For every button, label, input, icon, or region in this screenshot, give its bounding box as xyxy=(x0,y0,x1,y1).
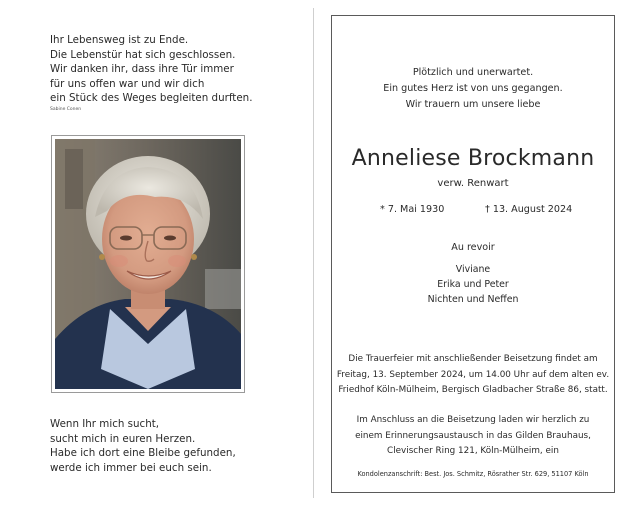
reception-line: Im Anschluss an die Beisetzung laden wir herzlich zu xyxy=(356,415,590,425)
farewell-text: Au revoir xyxy=(451,242,495,253)
birth-date: * 7. Mai 1930 xyxy=(380,204,445,215)
poem-line: ein Stück des Weges begleiten durften. xyxy=(50,92,253,105)
poem-line: Die Lebenstür hat sich geschlossen. xyxy=(50,48,236,61)
poem-line: Wir danken ihr, dass ihre Tür immer xyxy=(50,63,234,76)
mourner: Viviane xyxy=(455,264,491,275)
mourner: Nichten und Neffen xyxy=(427,294,519,305)
service-line: Freitag, 13. September 2024, um 14.00 Uhr auf dem alten ev. xyxy=(336,369,610,380)
intro-line: Wir trauern um unsere liebe xyxy=(405,99,541,110)
portrait-photo xyxy=(55,139,241,389)
reception-info xyxy=(332,413,614,460)
death-date: † 13. August 2024 xyxy=(485,204,573,215)
poem-line: für uns offen war und wir dich xyxy=(50,77,205,90)
intro-line: Ein gutes Herz ist von uns gegangen. xyxy=(383,83,563,94)
poem-line: Habe ich dort eine Bleibe gefunden, xyxy=(50,447,236,460)
service-line: Die Trauerfeier mit anschließender Beisetzung findet am xyxy=(348,354,598,364)
deceased-name: Anneliese Brockmann xyxy=(351,146,595,171)
page-divider xyxy=(313,8,314,498)
left-page xyxy=(0,0,313,506)
widowed-name: verw. Renwart xyxy=(437,178,509,189)
closing-poem xyxy=(50,417,236,475)
poem-line: Ihr Lebensweg ist zu Ende. xyxy=(50,34,189,46)
funeral-service-info xyxy=(332,352,614,399)
poem-line: Wenn Ihr mich sucht, xyxy=(50,418,160,430)
condolence-address: Kondolenzanschrift: Best. Jos. Schmitz, Rösrather Str. 629, 51107 Köln xyxy=(357,470,589,478)
reception-line: einem Erinnerungsaustausch in das Gilden Brauhaus, xyxy=(355,430,591,441)
reception-line: Clevischer Ring 121, Köln-Mülheim, ein xyxy=(387,446,559,456)
poem-line: werde ich immer bei euch sein. xyxy=(50,461,212,474)
portrait-photo-frame xyxy=(51,135,245,393)
opening-poem xyxy=(50,33,252,113)
intro-line: Plötzlich und unerwartet. xyxy=(412,67,534,78)
poem-author: Sabine Conen xyxy=(50,106,82,112)
service-line: Friedhof Köln-Mülheim, Bergisch Gladbacher Straße 86, statt. xyxy=(338,385,608,395)
obituary-card xyxy=(331,15,615,493)
poem-line: sucht mich in euren Herzen. xyxy=(50,432,196,445)
intro-text xyxy=(332,65,614,113)
mourners-list xyxy=(332,262,614,307)
mourner: Erika und Peter xyxy=(437,279,509,290)
